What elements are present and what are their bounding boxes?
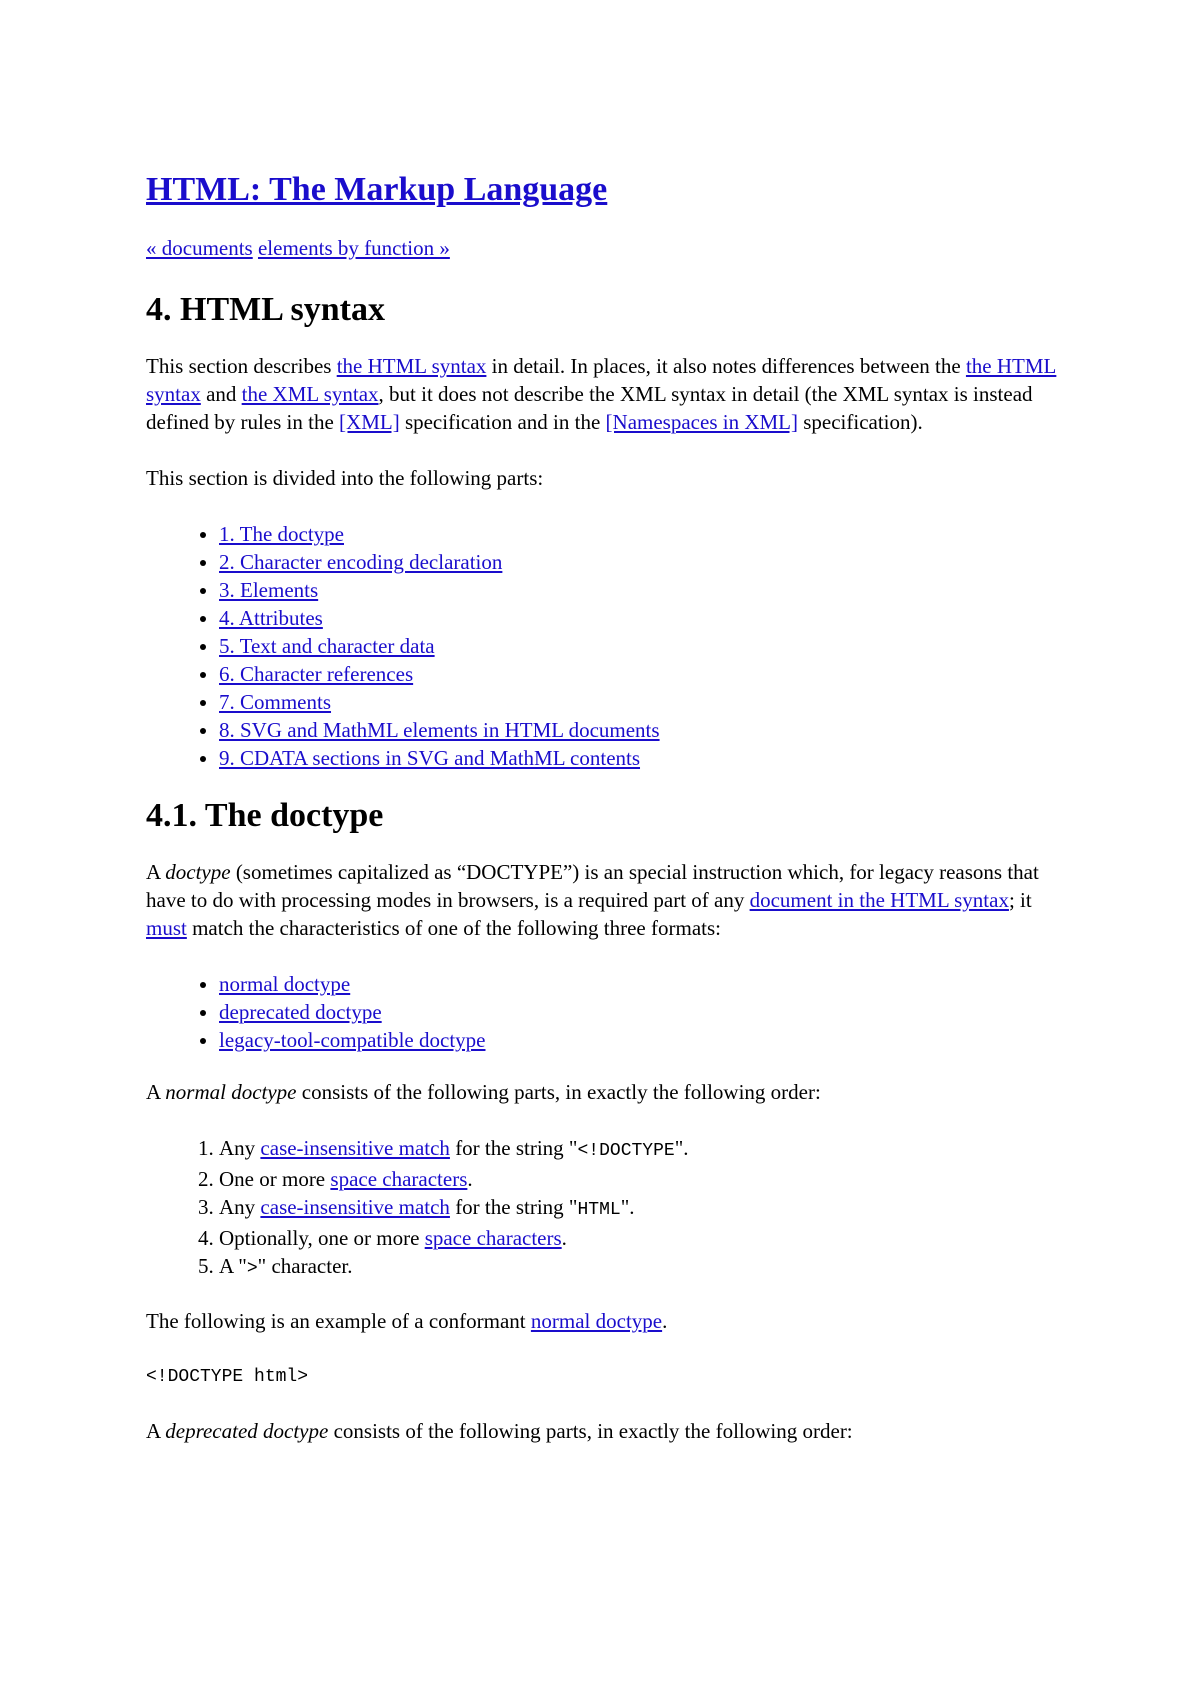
body-text: ; it: [1008, 888, 1032, 912]
normal-doctype-link[interactable]: normal doctype: [530, 1309, 663, 1333]
body-text: consists of the following parts, in exactly the following order:: [296, 1080, 821, 1104]
space-characters-link[interactable]: space characters: [424, 1226, 562, 1250]
part-link[interactable]: 9. CDATA sections in SVG and MathML contents: [219, 746, 641, 770]
example-intro: [146, 1307, 1076, 1335]
list-item: [219, 744, 1076, 772]
title-link[interactable]: HTML: The Markup Language: [146, 171, 608, 208]
list-item: [219, 688, 1076, 716]
body-text: .: [662, 1309, 668, 1333]
part-link[interactable]: 6. Character references: [219, 662, 414, 686]
normal-doctype-intro: [146, 1078, 1076, 1106]
code-string: >: [246, 1259, 258, 1279]
case-insensitive-match-link[interactable]: case-insensitive match: [260, 1195, 450, 1219]
list-item: [219, 970, 1076, 998]
document-html-syntax-link[interactable]: document in the HTML syntax: [749, 888, 1009, 912]
part-link[interactable]: 8. SVG and MathML elements in HTML documents: [219, 718, 660, 742]
list-item: [219, 548, 1076, 576]
code-string: <!DOCTYPE: [577, 1141, 675, 1161]
list-item: [219, 604, 1076, 632]
step-text: ".: [674, 1136, 689, 1160]
list-item: [219, 1224, 1076, 1252]
xml-syntax-link[interactable]: the XML syntax: [241, 382, 379, 406]
page-nav: [146, 234, 1076, 262]
section-4-intro: [146, 352, 1076, 436]
body-text: match the characteristics of one of the following three formats:: [186, 916, 721, 940]
step-text: One or more: [219, 1167, 331, 1191]
html-syntax-link[interactable]: the HTML syntax: [146, 354, 1057, 406]
intro-text: , but it does not describe the XML syntax in detail (the XML syntax is instead defined by rules in the: [146, 382, 1033, 434]
deprecated-doctype-intro: [146, 1417, 1076, 1445]
xml-ref-link[interactable]: [XML]: [339, 410, 400, 434]
part-link[interactable]: 4. Attributes: [219, 606, 323, 630]
list-item: [219, 1026, 1076, 1054]
list-item: [219, 1134, 1076, 1165]
parts-intro: This section is divided into the following parts:: [146, 466, 544, 490]
part-link[interactable]: 3. Elements: [219, 578, 319, 602]
list-item: [219, 660, 1076, 688]
part-link[interactable]: 1. The doctype: [219, 522, 344, 546]
body-text: (sometimes capitalized as “DOCTYPE”) is an special instruction which, for legacy reasons that have to do with processing modes in browsers, is a required part of any: [146, 860, 1039, 912]
normal-doctype-steps: [146, 1134, 1076, 1283]
code-string: HTML: [577, 1200, 621, 1220]
namespaces-ref-link[interactable]: [Namespaces in XML]: [605, 410, 798, 434]
document-page: [146, 170, 1076, 1473]
body-text: consists of the following parts, in exactly the following order:: [328, 1419, 853, 1443]
term-normal-doctype: normal doctype: [165, 1080, 297, 1104]
list-item: [219, 998, 1076, 1026]
section-4-1-heading: 4.1. The doctype: [146, 797, 384, 834]
space-characters-link[interactable]: space characters: [330, 1167, 468, 1191]
step-text: .: [561, 1226, 567, 1250]
part-link[interactable]: 2. Character encoding declaration: [219, 550, 503, 574]
list-item: [219, 520, 1076, 548]
intro-text: and: [200, 382, 242, 406]
doctype-description: [146, 858, 1076, 942]
html-syntax-link[interactable]: the HTML syntax: [336, 354, 487, 378]
list-item: [219, 1193, 1076, 1224]
step-text: for the string ": [449, 1195, 578, 1219]
body-text: A: [146, 860, 166, 884]
list-item: [219, 632, 1076, 660]
part-link[interactable]: 5. Text and character data: [219, 634, 435, 658]
list-item: [219, 576, 1076, 604]
step-text: Any: [219, 1136, 261, 1160]
step-text: A ": [219, 1254, 247, 1278]
body-text: A: [146, 1080, 166, 1104]
step-text: ".: [620, 1195, 635, 1219]
deprecated-doctype-link[interactable]: deprecated doctype: [219, 1000, 382, 1024]
must-link[interactable]: must: [146, 916, 187, 940]
section-4-heading: 4. HTML syntax: [146, 291, 385, 328]
intro-text: This section describes: [146, 354, 337, 378]
step-text: " character.: [257, 1254, 353, 1278]
body-text: A: [146, 1419, 166, 1443]
formats-list: [146, 970, 1076, 1054]
prev-link[interactable]: « documents: [146, 236, 253, 260]
intro-text: specification and in the: [399, 410, 606, 434]
intro-text: in detail. In places, it also notes differences between the: [486, 354, 966, 378]
body-text: The following is an example of a conformant: [146, 1309, 531, 1333]
step-text: for the string ": [449, 1136, 578, 1160]
parts-list: [146, 520, 1076, 772]
list-item: [219, 716, 1076, 744]
part-link[interactable]: 7. Comments: [219, 690, 332, 714]
document-title: [146, 170, 1076, 210]
term-deprecated-doctype: deprecated doctype: [165, 1419, 329, 1443]
list-item: [219, 1165, 1076, 1193]
step-text: Optionally, one or more: [219, 1226, 425, 1250]
normal-doctype-link[interactable]: normal doctype: [219, 972, 351, 996]
list-item: [219, 1252, 1076, 1283]
legacy-doctype-link[interactable]: legacy-tool-compatible doctype: [219, 1028, 486, 1052]
next-link[interactable]: elements by function »: [257, 236, 450, 260]
case-insensitive-match-link[interactable]: case-insensitive match: [260, 1136, 450, 1160]
step-text: Any: [219, 1195, 261, 1219]
step-text: .: [467, 1167, 473, 1191]
doctype-example-code: <!DOCTYPE html>: [146, 1367, 309, 1387]
term-doctype: doctype: [165, 860, 231, 884]
intro-text: specification).: [797, 410, 923, 434]
